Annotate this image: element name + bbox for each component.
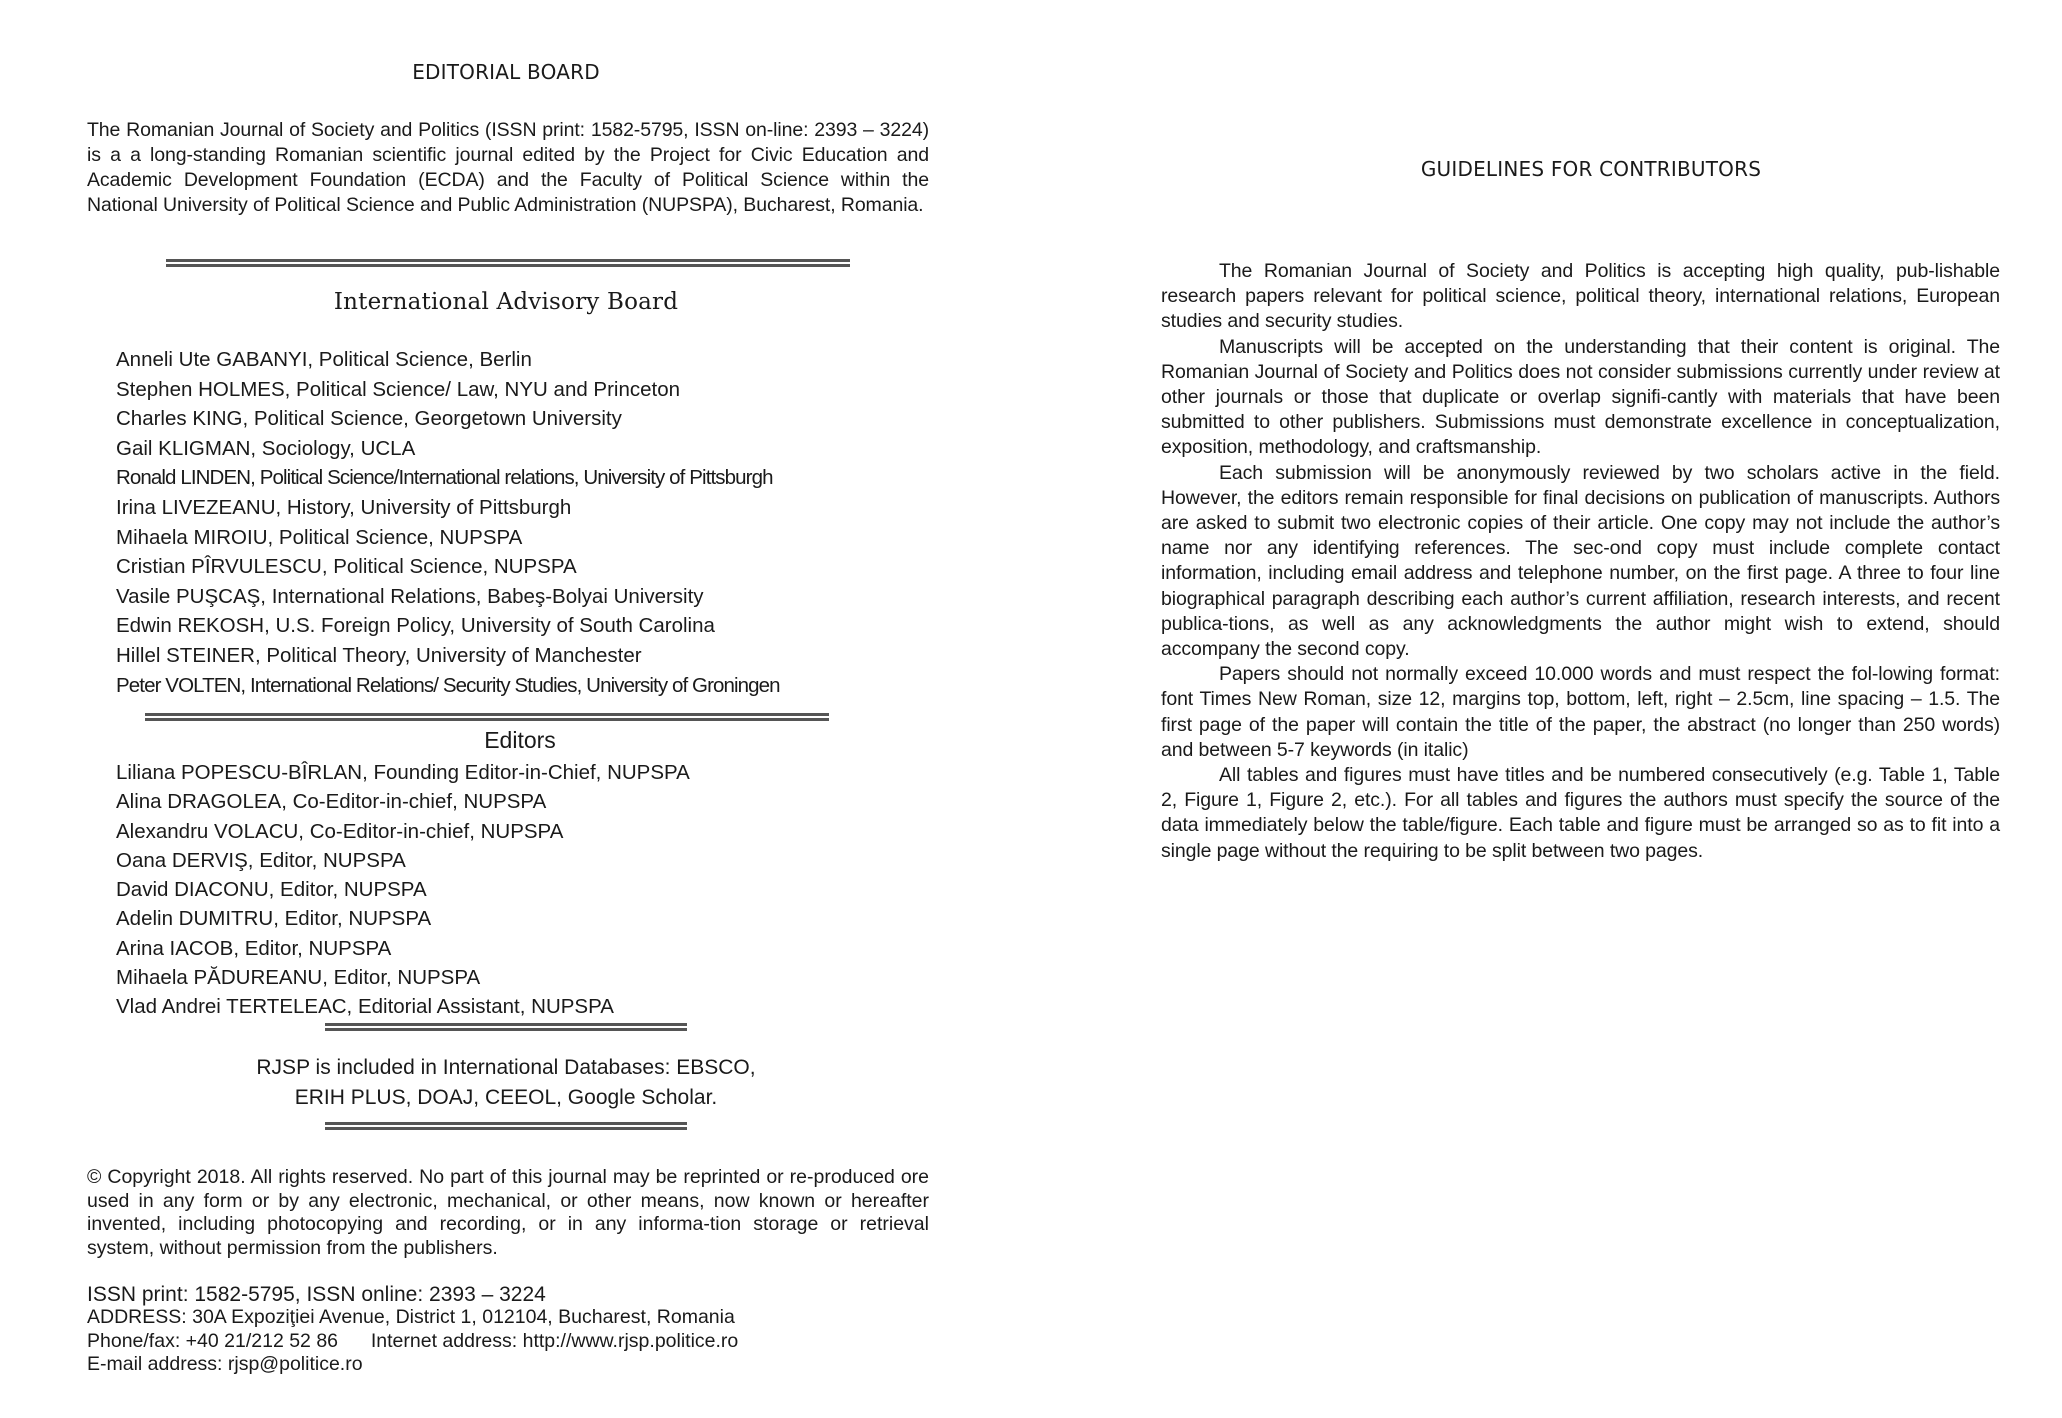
internet-address-text: Internet address: http://www.rjsp.politice.ro <box>370 1329 739 1352</box>
list-item: Mihaela PĂDUREANU, Editor, NUPSPA <box>116 966 481 990</box>
contact-block <box>87 1283 929 1376</box>
guidelines-heading: GUIDELINES FOR CONTRIBUTORS <box>1420 157 1762 181</box>
editors-title: Editors <box>484 727 556 753</box>
list-item: Cristian PÎRVULESCU, Political Science, NUPSPA <box>116 555 577 579</box>
list-item: Hillel STEINER, Political Theory, University of Manchester <box>116 643 642 667</box>
list-item: Irina LIVEZEANU, History, University of Pittsburgh <box>116 495 572 519</box>
divider-rule <box>145 713 829 721</box>
databases-line: ERIH PLUS, DOAJ, CEEOL, Google Scholar. <box>294 1086 718 1109</box>
databases-line: RJSP is included in International Databases: EBSCO, <box>256 1056 756 1079</box>
divider-rule <box>325 1122 687 1130</box>
list-item: Stephen HOLMES, Political Science/ Law, NYU and Princeton <box>116 377 681 401</box>
list-item: Liliana POPESCU-BÎRLAN, Founding Editor-in-Chief, NUPSPA <box>116 761 690 784</box>
phone-text: Phone/fax: +40 21/212 52 86 <box>87 1329 339 1352</box>
list-item: Alexandru VOLACU, Co-Editor-in-chief, NUPSPA <box>116 819 564 843</box>
editors-list <box>116 758 690 1022</box>
email-line: E-mail address: rjsp@politice.ro <box>87 1352 363 1375</box>
list-item: Mihaela MIROIU, Political Science, NUPSPA <box>116 525 523 549</box>
list-item: Arina IACOB, Editor, NUPSPA <box>116 936 392 960</box>
divider-rule <box>166 259 850 267</box>
list-item: Vasile PUŞCAŞ, International Relations, Babeş-Bolyai University <box>116 584 704 608</box>
guidelines-paragraph: Each submission will be anonymously reviewed by two scholars active in the field. However, the editors remain responsible for final decisions on publication of manuscripts. Authors are asked to submit two electronic copies of their article. One copy may not include the author’s name nor any identifying references. The sec-ond copy must include complete contact information, including email address and telephone number, on the first page. A three to four line biographical paragraph describing each author’s current affiliation, research interests, and recent publica-tions, as well as any acknowledgments the author might wish to extend, should accompany the second copy. <box>1161 461 2000 661</box>
guidelines-body <box>1161 259 2000 864</box>
list-item: Gail KLIGMAN, Sociology, UCLA <box>116 436 416 460</box>
list-item: Oana DERVIŞ, Editor, NUPSPA <box>116 848 406 872</box>
guidelines-paragraph: The Romanian Journal of Society and Politics is accepting high quality, pub-lishable research papers relevant for political science, political theory, international relations, European studies and security studies. <box>1161 260 2000 333</box>
list-item: David DIACONU, Editor, NUPSPA <box>116 878 427 902</box>
list-item: Edwin REKOSH, U.S. Foreign Policy, University of South Carolina <box>116 614 715 638</box>
issn-line: ISSN print: 1582-5795, ISSN online: 2393 – 3224 <box>87 1283 546 1306</box>
list-item: Alina DRAGOLEA, Co-Editor-in-chief, NUPSPA <box>116 790 547 814</box>
editorial-board-heading: EDITORIAL BOARD <box>412 60 600 84</box>
databases-note <box>0 1053 1012 1113</box>
divider-rule <box>325 1023 687 1031</box>
list-item: Ronald LINDEN, Political Science/International relations, University of Pittsburgh <box>116 466 773 490</box>
list-item: Adelin DUMITRU, Editor, NUPSPA <box>116 907 432 931</box>
guidelines-paragraph: Papers should not normally exceed 10.000 words and must respect the fol-lowing format: font Times New Roman, size 12, margins top, bottom, left, right – 2.5cm, line spacing – 1.5. The first page of the paper will contain the title of the paper, the abstract (no longer than 250 words) and between 5-7 keywords (in italic) <box>1161 663 2000 761</box>
right-page <box>1031 0 2062 1418</box>
list-item: Anneli Ute GABANYI, Political Science, Berlin <box>116 348 532 371</box>
list-item: Peter VOLTEN, International Relations/ Security Studies, University of Groningen <box>116 673 780 697</box>
phone-internet-line <box>87 1330 929 1353</box>
copyright-notice: © Copyright 2018. All rights reserved. No part of this journal may be reprinted or re-produced ore used in any form or by any electronic, mechanical, or other means, now known or hereafter invented, including photocopying and recording, or in any informa-tion storage or retrieval system, without permission from the publishers. <box>87 1166 929 1259</box>
advisory-board-list <box>116 345 780 700</box>
list-item: Vlad Andrei TERTELEAC, Editorial Assistant, NUPSPA <box>116 995 614 1019</box>
journal-intro: The Romanian Journal of Society and Politics (ISSN print: 1582-5795, ISSN on-line: 2393 – 3224) is a a long-standing Romanian scientific journal edited by the Project for Civic Education and Academic Development Foundation (ECDA) and the Faculty of Political Science within the National University of Political Science and Public Administration (NUPSPA), Bucharest, Romania. <box>87 119 929 216</box>
guidelines-paragraph: Manuscripts will be accepted on the understanding that their content is original. The Romanian Journal of Society and Politics does not consider submissions currently under review at other journals or those that duplicate or overlap signifi-cantly with materials that have been submitted to other publishers. Submissions must demonstrate excellence in conceptualization, exposition, methodology, and craftsmanship. <box>1161 335 2000 459</box>
advisory-board-title: International Advisory Board <box>333 289 679 315</box>
guidelines-paragraph: All tables and figures must have titles and be numbered consecutively (e.g. Table 1, Table 2, Figure 1, Figure 2, etc.). For all tables and figures the authors must specify the source of the data immediately below the table/figure. Each table and figure must be arranged so as to fit into a single page without the requiring to be split between two pages. <box>1161 764 2000 862</box>
list-item: Charles KING, Political Science, Georgetown University <box>116 407 622 431</box>
address-line: ADDRESS: 30A Expoziţiei Avenue, District 1, 012104, Bucharest, Romania <box>87 1306 735 1329</box>
